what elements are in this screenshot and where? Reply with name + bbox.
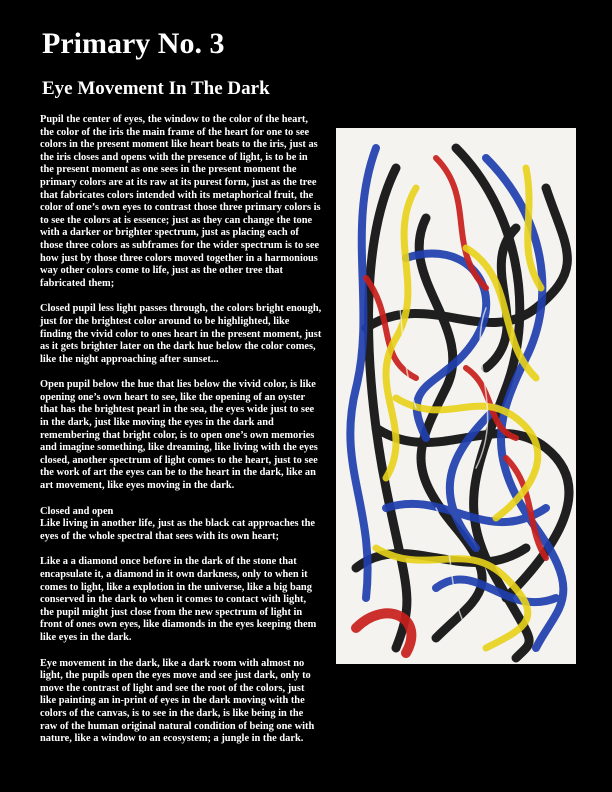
paragraph-closed-and-open: Closed and open Like living in another life, just as the black cat approaches the eyes of the whole spectral that sees with its own heart; — [40, 505, 315, 542]
body-text — [40, 114, 322, 759]
paragraph-eye-movement: Eye movement in the dark, like a dark room with almost no light, the pupils open the eyes move and see just dark, only to move the contrast of light and see the root of the colors, just like painting an in-print of eyes in the dark moving with the colors of the canvas, is to see in the dark, is like being in the raw of the human original natural condition of being one with nature, like a window to an ecosystem; a jungle in the dark. — [40, 657, 315, 745]
paragraph-open-pupil: Open pupil below the hue that lies below the vivid color, is like opening one’s own heart to see, like the opening of an oyster that has the brightest pearl in the sea, the eyes wide just to see in the dark, just like moving the eyes in the dark and remembering that bright color, is to open one’s own memories and imagine something, like dreaming, like living with the eyes closed, another spectrum of light comes to the heart, just to see the work of art the eyes can be to the heart in the dark, like an art movement, like eyes moving in the dark. — [40, 379, 318, 492]
page-subtitle: Eye Movement In The Dark — [42, 78, 270, 99]
painting-strokes — [336, 128, 576, 664]
paragraph-diamond: Like a a diamond once before in the dark of the stone that encapsulate it, a diamond in it own darkness, only to when it comes to light, like a explotion in the universe, like a big bang conserved in the dark to when it comes to contact with light, the pupil might just close from the new spectrum of light in front of ones own eyes, like diamonds in the eyes keeping them like eyes in the dark. — [40, 556, 317, 643]
paragraph-closed-pupil: Closed pupil less light passes through, the colors bright enough, just for the brightest color around to be highlighted, like finding the vivid color to ones heart in the present moment, just as it gets brighter later on the dark hue below the color comes, like the night approaching after sunset... — [40, 303, 322, 365]
page-title: Primary No. 3 — [42, 27, 225, 60]
abstract-painting-image — [336, 128, 576, 664]
paragraph-pupil-center: Pupil the center of eyes, the window to the color of the heart, the color of the iris the main frame of the heart for one to see colors in the present moment like heart beats to the iris, just as the iris closes and opens with the presence of light, is to be in the present moment as one sees in the present moment the primary colors are at its raw at its purest form, just as the tree that fabricates colors intended with its metaphorical fruit, the color of one’s own eyes to contrast those three primary colors is to see the colors at is essence; just as they can change the tone with a darker or brighter spectrum, just as placing each of those three colors as subframes for the wider spectrum is to see how just by those three colors moved together in a harmonious way other colors come to life, just as the other tree that fabricated them; — [40, 114, 321, 289]
